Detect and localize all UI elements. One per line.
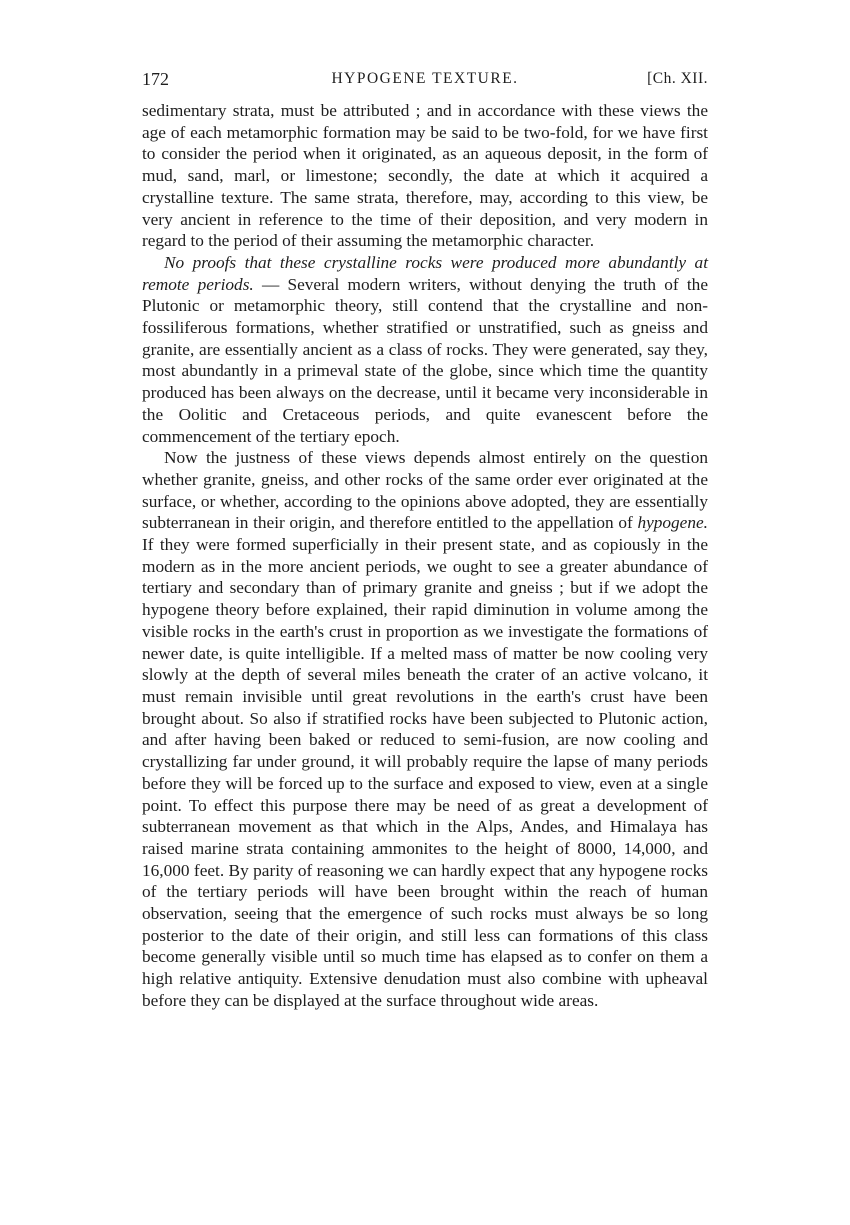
paragraph-text: — Several modern writers, without denying the truth of the Plutonic or metamorphic theory, still contend that the crystalline and non-fossiliferous formations, whether stratified or unstratified, such as gneiss and granite, are essentially ancient as a class of rocks. They were generated, say they, most abundantly in a primeval state of the globe, since which time the quantity produced has been always on the decrease, until it became very inconsiderable in the Oolitic and Cretaceous periods, and quite evanescent before the commencement of the tertiary epoch. [142,274,708,446]
paragraph-continuation [142,100,708,252]
page-body [142,100,708,1012]
paragraph-heading-italic: No proofs that these crystalline rocks were produced more abundantly at remote periods. [142,252,708,294]
running-title: HYPOGENE TEXTURE. [331,70,519,87]
paragraph-no-proofs [142,252,708,447]
chapter-label: [Ch. XII. [647,70,708,87]
paragraph-text-start: Now the justness of these views depends almost entirely on the question whether granite, gneiss, and other rocks of the same order ever originated at the surface, or whether, according to the opinions above adopted, they are essentially subterranean in their origin, and therefore entitled to the appellation of [142,448,708,533]
italic-term-hypogene: hypogene. [637,513,708,533]
book-page [142,64,708,1012]
page-number: 172 [142,69,169,89]
paragraph-justness [142,447,708,1011]
paragraph-text: sedimentary strata, must be attributed ; and in accordance with these views the age of each metamorphic formation may be said to be two-fold, for we have first to consider the period when it originated, as an aqueous deposit, in the form of mud, sand, marl, or limestone; secondly, the date at which it acquired a crystalline texture. The same strata, therefore, may, according to this view, be very ancient in reference to the time of their deposition, and very modern in regard to the period of their assuming the metamorphic character. [142,101,708,251]
paragraph-text: If they were formed superficially in their present state, and as copiously in the modern as in the more ancient periods, we ought to see a greater abundance of tertiary and secondary than of primary granite and gneiss ; but if we adopt the hypogene theory before explained, their rapid diminution in volume among the visible rocks in the earth's crust in proportion as we investigate the formations of newer date, is quite intelligible. If a melted mass of matter be now cooling very slowly at the depth of several miles beneath the crater of an active volcano, it must remain invisible until great revolutions in the earth's crust have been brought about. So also if stratified rocks have been subjected to Plutonic action, and after having been baked or reduced to semi-fusion, are now cooling and crystallizing far under ground, it will probably require the lapse of many periods before they will be forced up to the surface and exposed to view, even at a single point. To effect this purpose there may be need of as great a development of subterranean movement as that which in the Alps, Andes, and Himalaya has raised marine strata containing ammonites to the height of 8000, 14,000, and 16,000 feet. By parity of reasoning we can hardly expect that any hypogene rocks of the tertiary periods will have been brought within the reach of human observation, seeing that the emergence of such rocks must always be so long posterior to the date of their origin, and still less can formations of this class become generally visible until so much time has elapsed as to confer on them a high relative antiquity. Extensive denudation must also combine with upheaval before they can be displayed at the surface throughout wide areas. [142,535,708,1010]
running-header [142,64,708,94]
